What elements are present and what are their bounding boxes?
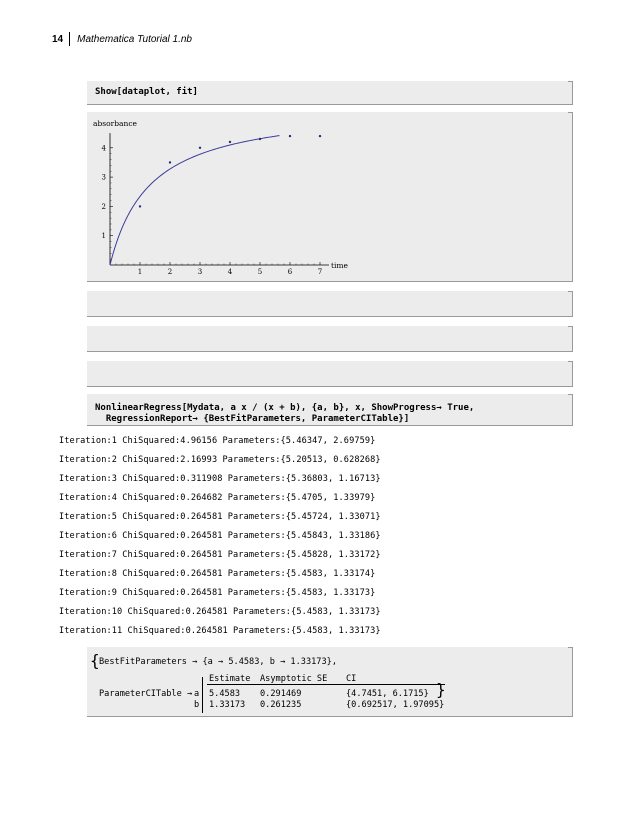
input-code-line2: RegressionReport→ {BestFitParameters, ParameterCITable}]: [95, 414, 410, 424]
x-tick-label: 3: [197, 268, 203, 276]
input-cell-nonlinear[interactable]: [87, 394, 573, 426]
notebook-title: Mathematica Tutorial 1.nb: [77, 33, 192, 45]
cell-bracket[interactable]: [568, 326, 573, 351]
header-divider: [69, 32, 70, 46]
data-point: [139, 205, 141, 207]
iteration-line: Iteration:1 ChiSquared:4.96156 Parameters:{5.46347, 2.69759}: [59, 436, 376, 446]
y-tick-label: 1: [101, 232, 106, 241]
cell-bracket[interactable]: [568, 361, 573, 386]
iteration-line: Iteration:9 ChiSquared:0.264581 Parameters:{5.4583, 1.33173}: [59, 588, 376, 598]
page-number: 14: [52, 33, 64, 45]
best-fit-parameters: BestFitParameters → {a → 5.4583, b → 1.33173},: [99, 657, 337, 667]
data-point: [169, 161, 171, 163]
data-point: [229, 141, 231, 143]
x-axis-label: time: [331, 261, 348, 270]
col-se: Asymptotic SE: [260, 674, 328, 684]
iteration-line: Iteration:4 ChiSquared:0.264682 Parameters:{5.4705, 1.33979}: [59, 493, 376, 503]
iteration-line: Iteration:7 ChiSquared:0.264581 Parameters:{5.45828, 1.33172}: [59, 550, 381, 560]
table-header-rule: [207, 684, 445, 685]
data-point: [259, 138, 261, 140]
iteration-line: Iteration:8 ChiSquared:0.264581 Parameters:{5.4583, 1.33174}: [59, 569, 376, 579]
data-point: [289, 135, 291, 137]
row-name-a: a: [194, 689, 200, 699]
output-cell-regression: [87, 647, 573, 717]
x-tick-label: 2: [167, 268, 173, 276]
x-tick-label: 4: [227, 268, 233, 276]
estimate-a: 5.4583: [209, 689, 241, 699]
open-brace: {: [90, 651, 100, 670]
plot-ticks: [102, 144, 323, 276]
col-ci: CI: [346, 674, 357, 684]
fit-curve: [110, 136, 280, 265]
y-axis-label: absorbance: [93, 119, 137, 128]
absorbance-plot: [87, 112, 573, 282]
cell-bracket[interactable]: [568, 647, 573, 716]
x-tick-label: 6: [287, 268, 293, 276]
iteration-line: Iteration:11 ChiSquared:0.264581 Parameters:{5.4583, 1.33173}: [59, 626, 381, 636]
input-code: Show[dataplot, fit]: [95, 87, 198, 97]
data-point: [199, 147, 201, 149]
estimate-b: 1.33173: [209, 700, 246, 710]
data-point: [319, 135, 321, 137]
cell-bracket[interactable]: [568, 291, 573, 316]
table-divider: [202, 677, 203, 713]
x-tick-label: 7: [317, 268, 323, 276]
cell-bracket[interactable]: [568, 81, 573, 104]
ci-table-label: ParameterCITable →: [99, 689, 193, 699]
input-cell-show[interactable]: [87, 81, 573, 105]
ci-b: {0.692517, 1.97095}: [346, 700, 445, 710]
x-tick-label: 1: [137, 268, 143, 276]
close-brace: }: [436, 680, 446, 699]
output-cell-plot: [87, 112, 573, 282]
input-code-line1: NonlinearRegress[Mydata, a x / (x + b), {a, b}, x, ShowProgress→ True,: [95, 403, 475, 413]
x-tick-label: 5: [257, 268, 263, 276]
ci-a: {4.7451, 6.1715}: [346, 689, 429, 699]
page-header: [52, 32, 192, 46]
iteration-line: Iteration:3 ChiSquared:0.311908 Parameters:{5.36803, 1.16713}: [59, 474, 381, 484]
iteration-line: Iteration:5 ChiSquared:0.264581 Parameters:{5.45724, 1.33071}: [59, 512, 381, 522]
se-a: 0.291469: [260, 689, 302, 699]
y-tick-label: 3: [101, 173, 106, 182]
y-tick-label: 2: [101, 202, 106, 211]
iteration-line: Iteration:2 ChiSquared:2.16993 Parameters:{5.20513, 0.628268}: [59, 455, 381, 465]
col-estimate: Estimate: [209, 674, 251, 684]
se-b: 0.261235: [260, 700, 302, 710]
iteration-line: Iteration:6 ChiSquared:0.264581 Parameters:{5.45843, 1.33186}: [59, 531, 381, 541]
plot-axes: [110, 133, 329, 265]
row-name-b: b: [194, 700, 200, 710]
empty-cell-2[interactable]: [87, 326, 573, 352]
iteration-line: Iteration:10 ChiSquared:0.264581 Parameters:{5.4583, 1.33173}: [59, 607, 381, 617]
empty-cell-3[interactable]: [87, 361, 573, 387]
y-tick-label: 4: [101, 144, 106, 153]
empty-cell-1[interactable]: [87, 291, 573, 317]
cell-bracket[interactable]: [568, 394, 573, 425]
